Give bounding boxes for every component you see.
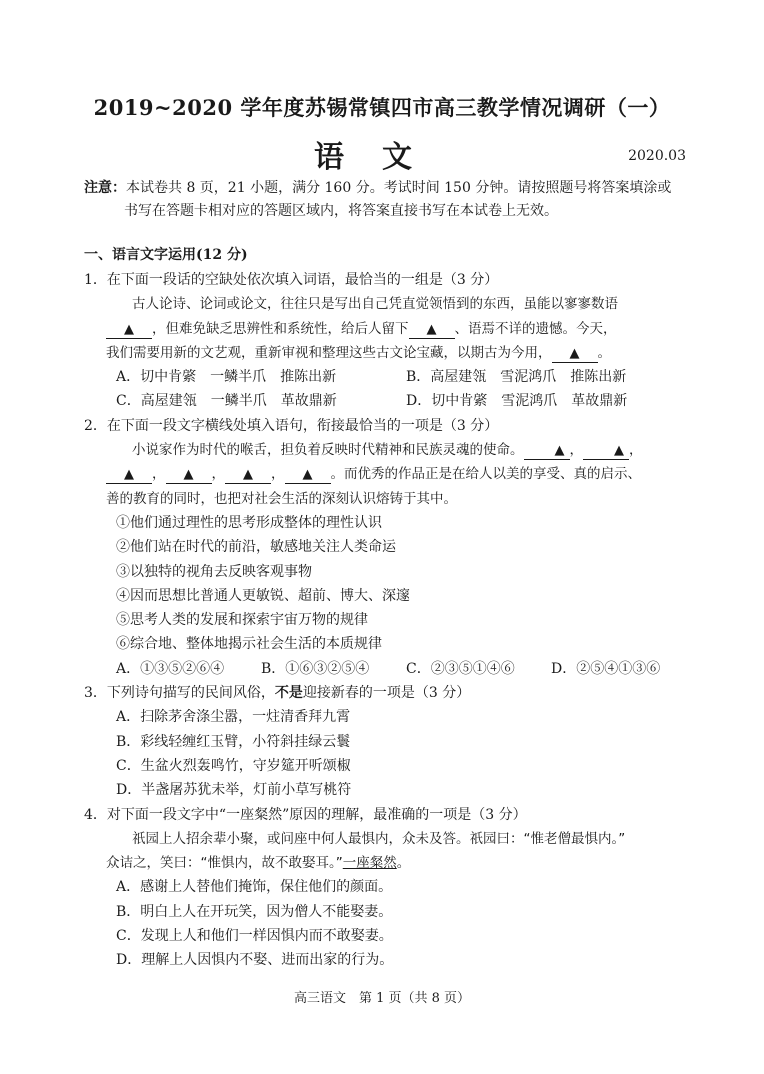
notice-line-1 (84, 177, 694, 200)
q2-stem: 2．在下面一段文字横线处填入语句，衔接最恰当的一项是（3 分） (84, 417, 499, 434)
section-title: 一、语言文字运用(12 分) (84, 247, 248, 263)
option-d[interactable]: D．②⑤④①③⑥ (551, 660, 661, 677)
notice-block (84, 177, 694, 223)
q4-passage-line-2: 众诘之，笑曰：“惟惧内，故不敢娶耳。”一座粲然。 (106, 855, 411, 872)
answer-blank[interactable]: ▲ (166, 467, 212, 484)
answer-blank[interactable]: ▲ (285, 467, 331, 484)
q3-stem: 3．下列诗句描写的民间风俗，不是迎接新春的一项是（3 分） (84, 685, 471, 702)
q1-passage-line-2: ▲ ，但难免缺乏思辨性和系统性，给后人留下 ▲ 、语焉不详的遗憾。今天， (84, 317, 694, 341)
q1-options-row-2 (84, 389, 694, 413)
answer-blank[interactable]: ▲ (106, 322, 152, 339)
option-b[interactable]: B．①⑥③②⑤④ (261, 660, 370, 677)
option-d[interactable]: D．切中肯綮 雪泥鸿爪 革故鼎新 (406, 393, 628, 410)
answer-blank[interactable]: ▲ (225, 467, 271, 484)
option-a[interactable]: A．①③⑤②⑥④ (116, 660, 225, 677)
q2-passage-line-1: 小说家作为时代的喉舌，担负着反映时代精神和民族灵魂的使命。 ▲ ， ▲ ， (132, 442, 643, 459)
q1-stem: 1．在下面一段话的空缺处依次填入词语，最恰当的一组是（3 分） (84, 272, 499, 288)
q2-item: ⑤思考人类的发展和探索宇宙万物的规律 (116, 612, 368, 629)
option-c[interactable]: C．高屋建瓴 一鳞半爪 革故鼎新 (116, 393, 337, 410)
q2-passage-line-2: ▲ ， ▲ ， ▲ ， ▲ 。而优秀的作品正是在给人以美的享受、真的启示、 (84, 462, 694, 486)
answer-blank[interactable]: ▲ (552, 346, 598, 363)
option-c[interactable]: C．生盆火烈轰鸣竹，守岁筵开听颂椒 (116, 757, 351, 774)
q2-passage-line-3: 善的教育的同时，也把对社会生活的深刻认识熔铸于其中。 (106, 490, 457, 507)
emphasis-text: 不是 (274, 685, 303, 702)
page-footer: 高三语文 第 1 页（共 8 页） (293, 991, 471, 1006)
q2-item: ②他们站在时代的前沿，敏感地关注人类命运 (116, 539, 396, 556)
q2-item: ⑥综合地、整体地揭示社会生活的本质规律 (116, 636, 382, 653)
subject-title: 语文 (314, 140, 450, 175)
option-a[interactable]: A．扫除茅舍涤尘嚣，一炷清香拜九霄 (116, 709, 351, 726)
notice-label: 注意： (84, 180, 126, 196)
option-b[interactable]: B．彩线轻缠红玉臂，小符斜挂绿云鬟 (116, 733, 351, 750)
option-a[interactable]: A．切中肯綮 一鳞半爪 推陈出新 (116, 369, 337, 386)
q1-passage-line-3: 我们需要用新的文艺观，重新审视和整理这些古文论宝藏，以期古为今用， ▲ 。 (106, 344, 611, 361)
answer-blank[interactable]: ▲ (106, 467, 152, 484)
answer-blank[interactable]: ▲ (524, 443, 570, 460)
q4-stem: 4．对下面一段文字中“一座粲然”原因的理解，最准确的一项是（3 分） (84, 806, 527, 823)
questions (84, 268, 694, 973)
answer-blank[interactable]: ▲ (409, 322, 455, 339)
option-b[interactable]: B．明白上人在开玩笑，因为僧人不能娶妻。 (116, 903, 393, 920)
q2-item: ④因而思想比普通人更敏锐、超前、博大、深邃 (116, 587, 410, 604)
option-a[interactable]: A．感谢上人替他们掩饰，保住他们的颜面。 (116, 879, 393, 896)
q1-options-row-1 (84, 365, 694, 389)
answer-blank[interactable]: ▲ (583, 443, 629, 460)
notice-line-2: 书写在答题卡相对应的答题区域内，将答案直接书写在本试卷上无效。 (124, 203, 558, 219)
underlined-phrase: 一座粲然 (342, 855, 397, 872)
option-d[interactable]: D．理解上人因惧内不娶、进而出家的行为。 (116, 952, 394, 969)
notice-text-1: 本试卷共 8 页，21 小题，满分 160 分。考试时间 150 分钟。请按照题号将答案填涂或 (126, 180, 672, 196)
option-b[interactable]: B．高屋建瓴 雪泥鸿爪 推陈出新 (406, 369, 627, 386)
q2-options-row (84, 657, 694, 681)
q4-passage-line-1: 祇园上人招余辈小聚，或问座中何人最惧内，众未及答。祇园曰：“惟老僧最惧内。” (132, 830, 626, 847)
exam-date: 2020.03 (628, 148, 686, 164)
q1-passage-line-1: 古人论诗、论词或论文，往往只是写出自己凭直觉领悟到的东西，虽能以寥寥数语 (132, 296, 618, 313)
q2-item: ③以独特的视角去反映客观事物 (116, 563, 312, 580)
option-d[interactable]: D．半盏屠苏犹未举，灯前小草写桃符 (116, 782, 352, 799)
option-c[interactable]: C．②③⑤①④⑥ (406, 660, 515, 677)
exam-title: 2019~2020 学年度苏锡常镇四市高三教学情况调研（一） (93, 95, 671, 120)
q2-item: ①他们通过理性的思考形成整体的理性认识 (116, 514, 382, 531)
option-c[interactable]: C．发现上人和他们一样因惧内而不敢娶妻。 (116, 928, 393, 945)
